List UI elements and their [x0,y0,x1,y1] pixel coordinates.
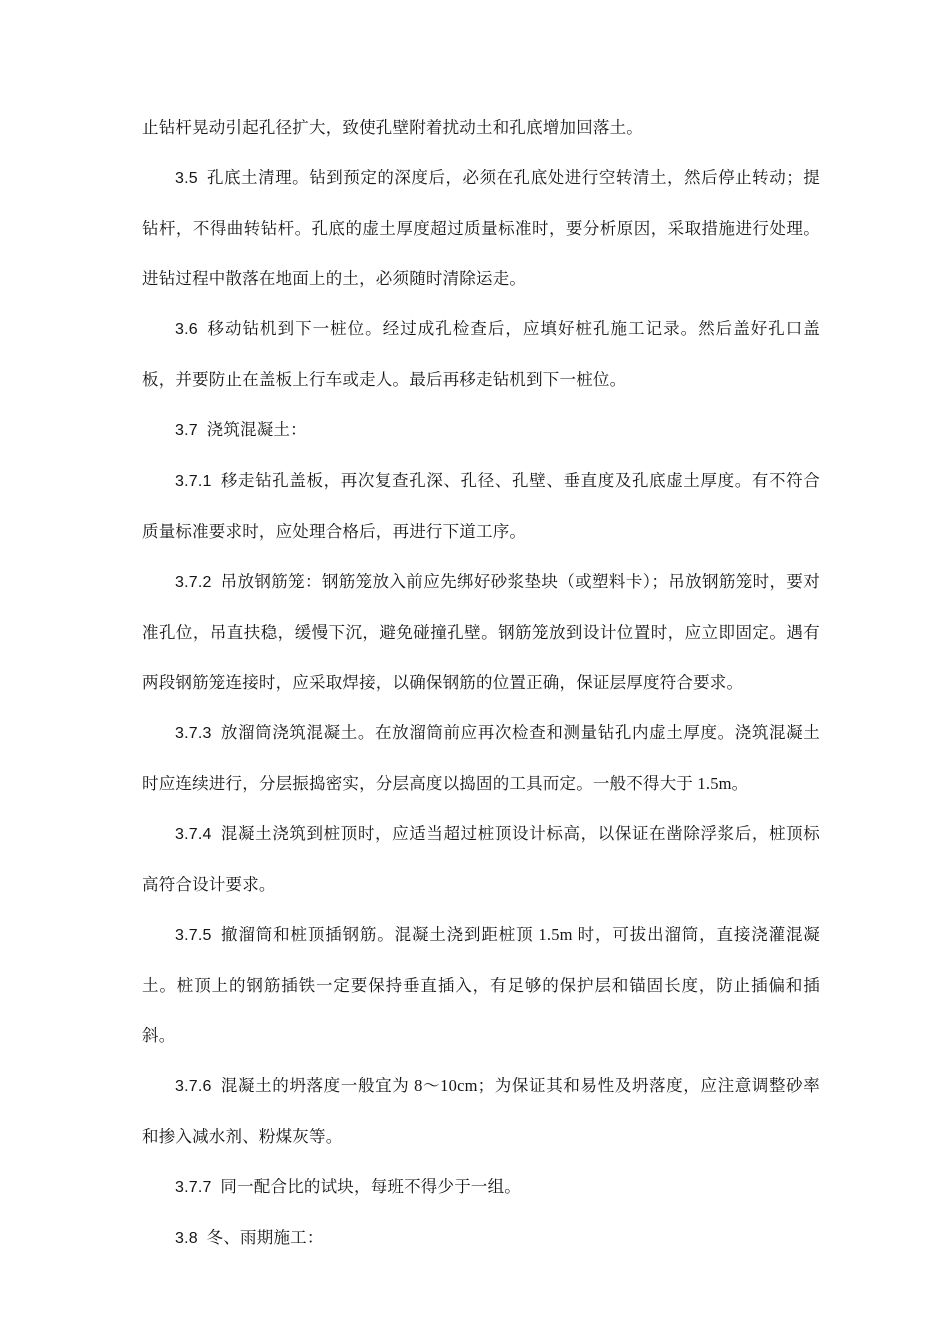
paragraph-text: 放溜筒浇筑混凝土。在放溜筒前应再次检查和测量钻孔内虚土厚度。浇筑混凝土时应连续进行，分层振捣密实，分层高度以捣固的工具而定。一般不得大于 1.5m。 [142,723,820,793]
section-number: 3.7.4 [175,826,212,843]
paragraph-3-7-7 [142,1162,820,1213]
paragraph-text: 移动钻机到下一桩位。经过成孔检查后，应填好桩孔施工记录。然后盖好孔口盖板，并要防止在盖板上行车或走人。最后再移走钻机到下一桩位。 [142,319,820,389]
section-number: 3.8 [175,1230,198,1247]
paragraph-3-7-3 [142,708,820,809]
paragraph-text: 冬、雨期施工： [206,1228,324,1247]
paragraph-3-7-6 [142,1061,820,1162]
section-number: 3.6 [175,321,198,338]
paragraph-text: 孔底土清理。钻到预定的深度后，必须在孔底处进行空转清土，然后停止转动；提钻杆，不得曲转钻杆。孔底的虚土厚度超过质量标准时，要分析原因，采取措施进行处理。进钻过程中散落在地面上的土，必须随时清除运走。 [142,168,820,288]
section-number: 3.5 [175,170,198,187]
paragraph-text: 同一配合比的试块，每班不得少于一组。 [220,1177,521,1196]
paragraph-text: 吊放钢筋笼：钢筋笼放入前应先绑好砂浆垫块（或塑料卡）；吊放钢筋笼时，要对准孔位，吊直扶稳，缓慢下沉，避免碰撞孔壁。钢筋笼放到设计位置时，应立即固定。遇有两段钢筋笼连接时，应采取焊接，以确保钢筋的位置正确，保证层厚度符合要求。 [142,572,820,692]
paragraph-3-7-2 [142,557,820,708]
section-number: 3.7.7 [175,1179,212,1196]
paragraph-3-8 [142,1213,820,1264]
section-number: 3.7.2 [175,574,212,591]
section-number: 3.7.5 [175,927,212,944]
paragraph-text: 混凝土的坍落度一般宜为 8～10cm；为保证其和易性及坍落度，应注意调整砂率和掺入减水剂、粉煤灰等。 [142,1076,820,1146]
section-number: 3.7 [175,422,198,439]
paragraph-3-5 [142,153,820,304]
paragraph-continuation [142,103,820,153]
paragraph-text: 止钻杆晃动引起孔径扩大，致使孔壁附着扰动土和孔底增加回落土。 [142,118,643,137]
paragraph-3-7 [142,405,820,456]
section-number: 3.7.3 [175,725,212,742]
document-body [142,103,820,1264]
paragraph-text: 混凝土浇筑到桩顶时，应适当超过桩顶设计标高，以保证在凿除浮浆后，桩顶标高符合设计要求。 [142,824,820,894]
paragraph-3-6 [142,304,820,405]
paragraph-text: 移走钻孔盖板，再次复查孔深、孔径、孔壁、垂直度及孔底虚土厚度。有不符合质量标准要求时，应处理合格后，再进行下道工序。 [142,471,820,541]
paragraph-3-7-1 [142,456,820,557]
paragraph-text: 浇筑混凝土： [206,420,307,439]
paragraph-text: 撤溜筒和桩顶插钢筋。混凝土浇到距桩顶 1.5m 时，可拔出溜筒，直接浇灌混凝土。桩顶上的钢筋插铁一定要保持垂直插入，有足够的保护层和锚固长度，防止插偏和插斜。 [142,925,820,1045]
section-number: 3.7.1 [175,473,212,490]
paragraph-3-7-5 [142,910,820,1061]
section-number: 3.7.6 [175,1078,212,1095]
paragraph-3-7-4 [142,809,820,910]
